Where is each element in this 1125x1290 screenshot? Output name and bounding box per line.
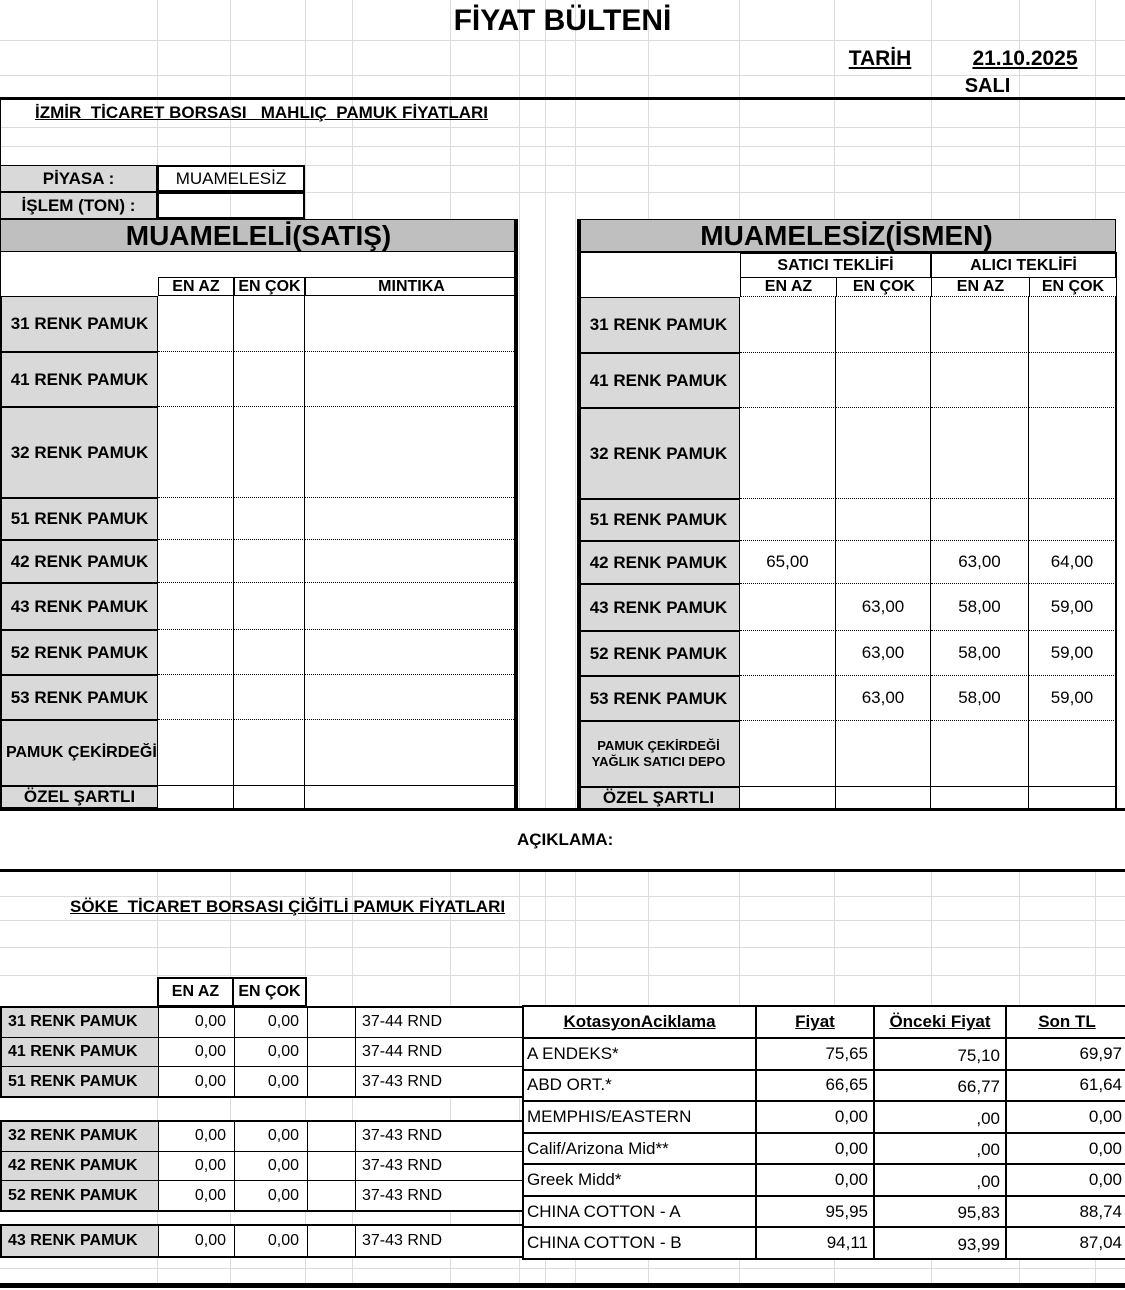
quote-onceki: ,00 bbox=[875, 1134, 1007, 1164]
quote-fiyat: 0,00 bbox=[757, 1134, 875, 1164]
region-cell: 37-43 RND bbox=[362, 1127, 443, 1145]
row-label-line2: YAĞLIK SATICI DEPO bbox=[591, 754, 726, 769]
en-az-cell: 0,00 bbox=[159, 1008, 235, 1037]
aciklama-band bbox=[0, 808, 1125, 872]
row-label: 42 RENK PAMUK bbox=[2, 1152, 159, 1181]
quote-row bbox=[524, 1039, 1125, 1071]
quote-son-tl: 61,64 bbox=[1079, 1075, 1122, 1095]
quote-name: CHINA COTTON - A bbox=[524, 1197, 757, 1227]
row-label: 53 RENK PAMUK bbox=[577, 676, 740, 721]
gridline bbox=[0, 127, 1125, 128]
value-cell bbox=[931, 499, 1029, 541]
row-label: 51 RENK PAMUK bbox=[577, 499, 740, 541]
value-cell: 59,00 bbox=[1029, 676, 1116, 721]
en-az-cell bbox=[158, 786, 234, 808]
region-cell: 37-44 RND bbox=[362, 1013, 443, 1031]
muamelesiz-table bbox=[577, 252, 1117, 809]
quote-header-row bbox=[524, 1007, 1125, 1039]
quote-onceki: 93,99 bbox=[875, 1228, 1007, 1258]
row-label: 32 RENK PAMUK bbox=[577, 408, 740, 499]
value-cell bbox=[836, 721, 931, 787]
value-cell bbox=[740, 408, 836, 499]
value-cell bbox=[931, 408, 1029, 499]
quote-fiyat: 94,11 bbox=[757, 1228, 875, 1258]
value-cell bbox=[836, 541, 931, 584]
board-title: İZMİR TİCARET BORSASI MAHLIÇ PAMUK FİYATLARI bbox=[35, 103, 489, 122]
mintika-cell bbox=[305, 786, 518, 808]
value-cell bbox=[836, 353, 931, 408]
quote-row bbox=[524, 1228, 1125, 1258]
quote-onceki: ,00 bbox=[875, 1102, 1007, 1132]
col-header-en-az: EN AZ bbox=[931, 278, 1029, 297]
gridline bbox=[0, 975, 1125, 976]
en-az-cell: 0,00 bbox=[159, 1181, 235, 1210]
row-label: 42 RENK PAMUK bbox=[1, 540, 158, 583]
muameleli-table bbox=[0, 252, 518, 808]
value-cell: 63,00 bbox=[836, 584, 931, 631]
col-header-fiyat: Fiyat bbox=[757, 1007, 875, 1037]
en-cok-cell bbox=[234, 296, 305, 352]
value-cell bbox=[931, 787, 1029, 809]
en-az-cell: 0,00 bbox=[159, 1038, 235, 1067]
en-az-cell: 0,00 bbox=[159, 1152, 235, 1181]
table-row bbox=[1, 720, 518, 786]
quote-son-tl: 0,00 bbox=[1088, 1138, 1122, 1158]
table-row bbox=[577, 631, 1116, 676]
table-row bbox=[2, 1122, 522, 1152]
table-row bbox=[577, 787, 1116, 809]
col-header-en-cok: EN ÇOK bbox=[1029, 278, 1116, 297]
gridline bbox=[0, 40, 1125, 41]
quote-onceki: 75,10 bbox=[875, 1039, 1007, 1069]
table-row bbox=[577, 721, 1116, 787]
spacer-cell bbox=[308, 1181, 356, 1210]
value-cell bbox=[1029, 721, 1116, 787]
alici-teklifi-header: ALICI TEKLİFİ bbox=[931, 253, 1116, 278]
row-label: 41 RENK PAMUK bbox=[2, 1038, 159, 1067]
kotasyon-table bbox=[522, 1005, 1125, 1260]
soke-group-3 bbox=[0, 1224, 524, 1258]
quote-fiyat: 95,95 bbox=[757, 1197, 875, 1227]
table-row bbox=[1, 786, 518, 808]
table-row bbox=[1, 630, 518, 675]
table-row bbox=[2, 1226, 522, 1256]
quote-fiyat: 75,65 bbox=[757, 1039, 875, 1069]
mintika-cell bbox=[305, 407, 518, 498]
en-cok-cell bbox=[234, 498, 305, 540]
quote-row bbox=[524, 1102, 1125, 1134]
row-label: ÖZEL ŞARTLI bbox=[1, 786, 158, 808]
row-label: 43 RENK PAMUK bbox=[1, 583, 158, 630]
islem-label: İŞLEM (TON) : bbox=[0, 192, 157, 219]
soke-col-header-en-az: EN AZ bbox=[157, 977, 234, 1007]
en-az-cell bbox=[158, 498, 234, 540]
en-az-cell: 0,00 bbox=[159, 1122, 235, 1151]
value-cell bbox=[740, 584, 836, 631]
value-cell bbox=[740, 787, 836, 809]
left-table-right-border bbox=[514, 219, 518, 808]
col-header-en-cok: EN ÇOK bbox=[836, 278, 931, 297]
table-row bbox=[577, 297, 1116, 353]
row-label: ÖZEL ŞARTLI bbox=[577, 787, 740, 809]
aciklama-label: AÇIKLAMA: bbox=[517, 830, 614, 849]
value-cell bbox=[836, 408, 931, 499]
gridline bbox=[0, 947, 1125, 948]
table-row bbox=[577, 676, 1116, 721]
row-label: 41 RENK PAMUK bbox=[577, 353, 740, 408]
en-az-cell bbox=[158, 296, 234, 352]
value-cell bbox=[740, 353, 836, 408]
mintika-cell bbox=[305, 675, 518, 720]
table-row bbox=[1, 352, 518, 407]
spacer-cell bbox=[308, 1152, 356, 1181]
quote-name: CHINA COTTON - B bbox=[524, 1228, 757, 1258]
quote-row bbox=[524, 1165, 1125, 1197]
row-label: 51 RENK PAMUK bbox=[1, 498, 158, 540]
table-row bbox=[577, 353, 1116, 408]
en-cok-cell bbox=[234, 583, 305, 630]
table-row bbox=[2, 1152, 522, 1182]
region-cell: 37-43 RND bbox=[362, 1157, 443, 1174]
row-label: PAMUK ÇEKİRDEĞİ bbox=[1, 720, 158, 786]
en-cok-cell: 0,00 bbox=[235, 1122, 308, 1151]
value-cell bbox=[836, 787, 931, 809]
value-cell: 63,00 bbox=[931, 541, 1029, 584]
row-label: 32 RENK PAMUK bbox=[1, 407, 158, 498]
value-cell: 59,00 bbox=[1029, 631, 1116, 676]
value-cell: 58,00 bbox=[931, 584, 1029, 631]
value-cell bbox=[1029, 353, 1116, 408]
value-cell bbox=[836, 297, 931, 353]
table-row bbox=[1, 675, 518, 720]
en-cok-cell: 0,00 bbox=[235, 1008, 308, 1037]
value-cell: 63,00 bbox=[836, 676, 931, 721]
row-label: 32 RENK PAMUK bbox=[2, 1122, 159, 1151]
row-label: 43 RENK PAMUK bbox=[577, 584, 740, 631]
sheet-bottom-border bbox=[0, 1283, 1125, 1288]
table-row bbox=[1, 407, 518, 498]
table-row bbox=[1, 498, 518, 540]
quote-fiyat: 0,00 bbox=[757, 1165, 875, 1195]
col-header-son-tl: Son TL bbox=[1038, 1012, 1096, 1031]
value-cell bbox=[1029, 787, 1116, 809]
value-cell bbox=[1029, 297, 1116, 353]
en-cok-cell bbox=[234, 352, 305, 407]
row-label: 43 RENK PAMUK bbox=[2, 1226, 159, 1256]
row-label-line1: PAMUK ÇEKİRDEĞİ bbox=[597, 737, 720, 753]
en-cok-cell bbox=[234, 630, 305, 675]
value-cell bbox=[740, 721, 836, 787]
en-cok-cell bbox=[234, 786, 305, 808]
mintika-cell bbox=[305, 296, 518, 352]
quote-name: Greek Midd* bbox=[524, 1165, 757, 1195]
table-row bbox=[1, 540, 518, 583]
en-az-cell bbox=[158, 540, 234, 583]
value-cell: 65,00 bbox=[740, 541, 836, 584]
en-az-cell bbox=[158, 583, 234, 630]
value-cell bbox=[931, 297, 1029, 353]
table-row bbox=[577, 499, 1116, 541]
mintika-cell bbox=[305, 630, 518, 675]
value-cell bbox=[1029, 499, 1116, 541]
quote-row bbox=[524, 1197, 1125, 1229]
quote-son-tl: 87,04 bbox=[1079, 1233, 1122, 1253]
value-cell: 63,00 bbox=[836, 631, 931, 676]
value-cell: 58,00 bbox=[931, 676, 1029, 721]
quote-name: ABD ORT.* bbox=[524, 1071, 757, 1101]
day-label: SALI bbox=[964, 74, 1011, 97]
quote-name: Calif/Arizona Mid** bbox=[524, 1134, 757, 1164]
col-header-en-cok: EN ÇOK bbox=[234, 277, 305, 296]
gridline bbox=[0, 146, 1125, 147]
region-cell: 37-43 RND bbox=[362, 1232, 443, 1249]
quote-name: MEMPHIS/EASTERN bbox=[524, 1102, 757, 1132]
row-label: 52 RENK PAMUK bbox=[577, 631, 740, 676]
soke-title: SÖKE TİCARET BORSASI ÇİĞİTLİ PAMUK FİYATLARI bbox=[70, 897, 506, 916]
col-header-mintika: MINTIKA bbox=[305, 277, 518, 296]
corner-cell bbox=[577, 253, 740, 278]
soke-group-2 bbox=[0, 1120, 524, 1212]
row-label: 53 RENK PAMUK bbox=[1, 675, 158, 720]
table-row bbox=[577, 541, 1116, 584]
en-cok-cell bbox=[234, 720, 305, 786]
col-header-en-az: EN AZ bbox=[740, 278, 836, 297]
mintika-cell bbox=[305, 352, 518, 407]
en-cok-cell bbox=[234, 540, 305, 583]
right-section-title: MUAMELESİZ(İSMEN) bbox=[577, 219, 1116, 252]
en-cok-cell: 0,00 bbox=[235, 1152, 308, 1181]
date-label: TARİH bbox=[848, 47, 912, 70]
value-cell bbox=[836, 499, 931, 541]
spacer-cell bbox=[308, 1038, 356, 1067]
mintika-cell bbox=[305, 720, 518, 786]
date-value: 21.10.2025 bbox=[972, 47, 1078, 70]
en-cok-cell: 0,00 bbox=[235, 1181, 308, 1210]
quote-son-tl: 69,97 bbox=[1079, 1043, 1122, 1063]
corner-cell bbox=[577, 278, 740, 297]
region-cell: 37-43 RND bbox=[362, 1186, 443, 1204]
table-row bbox=[2, 1181, 522, 1210]
en-az-cell bbox=[158, 352, 234, 407]
islem-value bbox=[157, 192, 305, 219]
mintika-cell bbox=[305, 583, 518, 630]
quote-son-tl: 0,00 bbox=[1088, 1106, 1122, 1126]
page-title: FİYAT BÜLTENİ bbox=[453, 4, 672, 37]
en-cok-cell: 0,00 bbox=[235, 1067, 308, 1096]
col-header-en-az: EN AZ bbox=[158, 277, 234, 296]
soke-col-header-en-cok: EN ÇOK bbox=[232, 977, 307, 1007]
en-az-cell bbox=[158, 630, 234, 675]
en-cok-cell bbox=[234, 407, 305, 498]
mintika-cell bbox=[305, 498, 518, 540]
region-cell: 37-44 RND bbox=[362, 1043, 443, 1060]
value-cell bbox=[931, 721, 1029, 787]
corner-cell bbox=[1, 277, 158, 296]
value-cell bbox=[931, 353, 1029, 408]
table-row bbox=[1, 296, 518, 352]
mintika-cell bbox=[305, 540, 518, 583]
quote-onceki: 66,77 bbox=[875, 1071, 1007, 1101]
left-section-title: MUAMELELİ(SATIŞ) bbox=[0, 219, 517, 252]
soke-group-1 bbox=[0, 1006, 524, 1098]
en-cok-cell bbox=[234, 675, 305, 720]
quote-fiyat: 0,00 bbox=[757, 1102, 875, 1132]
en-cok-cell: 0,00 bbox=[235, 1226, 308, 1256]
row-label: 31 RENK PAMUK bbox=[2, 1008, 159, 1037]
spacer-cell bbox=[308, 1122, 356, 1151]
table-row bbox=[577, 584, 1116, 631]
value-cell: 59,00 bbox=[1029, 584, 1116, 631]
en-az-cell: 0,00 bbox=[159, 1067, 235, 1096]
en-az-cell bbox=[158, 675, 234, 720]
en-az-cell bbox=[158, 407, 234, 498]
row-label: 52 RENK PAMUK bbox=[1, 630, 158, 675]
table-row bbox=[1, 583, 518, 630]
row-label: 52 RENK PAMUK bbox=[2, 1181, 159, 1210]
right-group-header-row bbox=[577, 253, 1116, 278]
en-cok-cell: 0,00 bbox=[235, 1038, 308, 1067]
piyasa-label: PİYASA : bbox=[0, 165, 157, 192]
value-cell bbox=[740, 297, 836, 353]
table-row bbox=[2, 1067, 522, 1096]
value-cell: 58,00 bbox=[931, 631, 1029, 676]
col-header-onceki-fiyat: Önceki Fiyat bbox=[875, 1007, 1007, 1037]
row-label bbox=[577, 721, 740, 787]
quote-onceki: ,00 bbox=[875, 1165, 1007, 1195]
row-label: 31 RENK PAMUK bbox=[577, 297, 740, 353]
piyasa-value: MUAMELESİZ bbox=[157, 165, 305, 192]
row-label: 31 RENK PAMUK bbox=[1, 296, 158, 352]
value-cell bbox=[1029, 408, 1116, 499]
row-label: 42 RENK PAMUK bbox=[577, 541, 740, 584]
divider bbox=[0, 97, 1125, 100]
en-az-cell: 0,00 bbox=[159, 1226, 235, 1256]
value-cell bbox=[740, 631, 836, 676]
right-table-left-border bbox=[577, 219, 581, 808]
region-cell: 37-43 RND bbox=[362, 1072, 443, 1090]
row-label: 51 RENK PAMUK bbox=[2, 1067, 159, 1096]
gridline bbox=[0, 1268, 1125, 1269]
satici-teklifi-header: SATICI TEKLİFİ bbox=[740, 253, 931, 278]
value-cell: 64,00 bbox=[1029, 541, 1116, 584]
gridline bbox=[0, 920, 1125, 921]
table-row bbox=[577, 408, 1116, 499]
quote-name: A ENDEKS* bbox=[524, 1039, 757, 1069]
quote-onceki: 95,83 bbox=[875, 1197, 1007, 1227]
left-header-row bbox=[1, 277, 518, 296]
quote-row bbox=[524, 1134, 1125, 1166]
spacer-cell bbox=[308, 1008, 356, 1037]
spacer-cell bbox=[308, 1067, 356, 1096]
table-row bbox=[2, 1038, 522, 1068]
quote-son-tl: 0,00 bbox=[1088, 1170, 1122, 1190]
spacer-cell bbox=[308, 1226, 356, 1256]
quote-son-tl: 88,74 bbox=[1079, 1201, 1122, 1221]
value-cell bbox=[740, 676, 836, 721]
col-header-kotasyon: KotasyonAciklama bbox=[524, 1007, 757, 1037]
value-cell bbox=[740, 499, 836, 541]
en-az-cell bbox=[158, 720, 234, 786]
row-label: 41 RENK PAMUK bbox=[1, 352, 158, 407]
quote-row bbox=[524, 1071, 1125, 1103]
table-row bbox=[2, 1008, 522, 1038]
right-subheader-row bbox=[577, 278, 1116, 297]
quote-fiyat: 66,65 bbox=[757, 1071, 875, 1101]
